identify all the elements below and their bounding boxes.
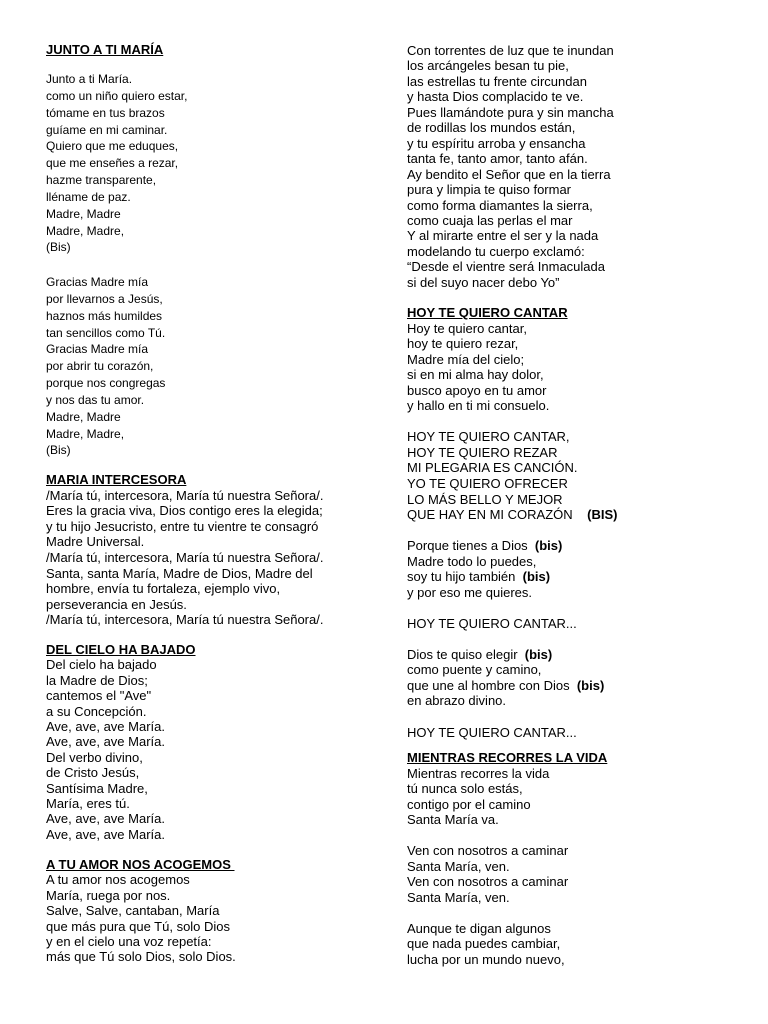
lyric-line: y nos das tu amor.: [46, 392, 145, 407]
lyric-line: Ave, ave, ave María.: [46, 811, 165, 827]
lyric-line: perseverancia en Jesús.: [46, 596, 187, 612]
lyric-line: Madre todo lo puedes,: [407, 553, 537, 569]
lyric-line: /María tú, intercesora, María tú nuestra Señora/.: [46, 549, 324, 565]
song-a-tu-amor-nos-acogemos: [46, 857, 236, 965]
lyric-line: Ay bendito el Señor que en la tierra: [407, 166, 611, 182]
bis-marker: (bis): [524, 646, 553, 662]
lyric-text: Porque tienes a Dios: [407, 538, 535, 554]
bis-marker: (bis): [576, 677, 605, 693]
lyric-line: contigo por el camino: [407, 796, 531, 812]
lyric-line: Ave, ave, ave María.: [46, 826, 165, 842]
lyric-line: y hallo en ti mi consuelo.: [407, 398, 550, 414]
lyric-line: /María tú, intercesora, María tú nuestra Señora/.: [46, 612, 324, 628]
stanza-gap: [407, 523, 617, 539]
stanza-gap: [407, 709, 617, 725]
song-title: MARIA INTERCESORA: [46, 472, 187, 487]
lyric-line: cantemos el "Ave": [46, 688, 152, 704]
lyric-line: en abrazo divino.: [407, 693, 507, 709]
song-mientras-recorres-la-vida: [407, 750, 607, 967]
lyric-line: hombre, envía tu fortaleza, ejemplo vivo,: [46, 581, 281, 597]
lyric-line: Hoy te quiero cantar,: [407, 320, 527, 336]
lyric-line: Ven con nosotros a caminar: [407, 874, 569, 889]
chorus-line: HOY TE QUIERO REZAR: [407, 444, 558, 460]
chorus-line: YO TE QUIERO OFRECER: [407, 475, 568, 491]
stanza-gap: [407, 600, 617, 616]
chorus-line: [407, 507, 617, 523]
bis-marker: (BIS): [587, 507, 618, 523]
lyric-line: Salve, Salve, cantaban, María: [46, 903, 220, 919]
lyric-line: Eres la gracia viva, Dios contigo eres la elegida;: [46, 503, 323, 519]
chorus-line: LO MÁS BELLO Y MEJOR: [407, 491, 563, 507]
lyric-line: guíame en mi caminar.: [46, 122, 168, 137]
lyric-line: si del suyo nacer debo Yo”: [407, 274, 560, 290]
song-title: MIENTRAS RECORRES LA VIDA: [407, 750, 608, 765]
lyric-line: y por eso me quieres.: [407, 584, 533, 600]
lyric-line: Y al mirarte entre el ser y la nada: [407, 228, 599, 244]
lyric-line: lléname de paz.: [46, 189, 131, 204]
lyric-line: tómame en tus brazos: [46, 105, 165, 120]
song-verse: [46, 274, 165, 459]
lyric-line: [407, 538, 617, 554]
lyric-line: “Desde el vientre será Inmaculada: [407, 259, 605, 275]
lyric-line: como cuaja las perlas el mar: [407, 212, 573, 228]
song-title: A TU AMOR NOS ACOGEMOS: [46, 857, 235, 872]
lyric-line: más que Tú solo Dios, solo Dios.: [46, 949, 236, 965]
lyric-line: la Madre de Dios;: [46, 672, 148, 688]
bis-marker: (bis): [522, 569, 551, 585]
lyric-line: A tu amor nos acogemos: [46, 872, 190, 888]
lyric-line: lucha por un mundo nuevo,: [407, 951, 565, 967]
lyric-line: tú nunca solo estás,: [407, 781, 523, 796]
lyric-line: Madre mía del cielo;: [407, 351, 525, 367]
lyric-line: que me enseñes a rezar,: [46, 156, 179, 171]
chorus-line: HOY TE QUIERO CANTAR,: [407, 429, 570, 445]
lyric-line: busco apoyo en tu amor: [407, 382, 547, 398]
lyric-line: por abrir tu corazón,: [46, 359, 154, 374]
lyric-text: Dios te quiso elegir: [407, 646, 525, 662]
lyric-line: /María tú, intercesora, María tú nuestra Señora/.: [46, 487, 324, 503]
lyric-line: tan sencillos como Tú.: [46, 325, 166, 340]
lyric-line: Madre, Madre,: [46, 223, 125, 238]
lyric-line: Aunque te digan algunos: [407, 920, 551, 936]
lyric-line: María, ruega por nos.: [46, 887, 171, 903]
lyric-line: y en el cielo una voz repetía:: [46, 934, 212, 950]
lyric-line: si en mi alma hay dolor,: [407, 367, 544, 383]
stanza-gap: [407, 631, 617, 647]
lyric-line: (Bis): [46, 443, 71, 458]
lyric-text: soy tu hijo también: [407, 569, 523, 585]
song-verse: [46, 71, 187, 256]
stanza-gap: [407, 828, 607, 844]
lyric-line: por llevarnos a Jesús,: [46, 291, 163, 306]
lyric-line: Santísima Madre,: [46, 780, 148, 796]
song-continuation: [407, 43, 614, 290]
chorus-line: MI PLEGARIA ES CANCIÓN.: [407, 460, 578, 476]
lyric-line: como un niño quiero estar,: [46, 88, 188, 103]
song-title: DEL CIELO HA BAJADO: [46, 642, 196, 657]
lyric-line: haznos más humildes: [46, 308, 163, 323]
lyric-line: las estrellas tu frente circundan: [407, 73, 587, 89]
lyric-line: Madre, Madre: [46, 409, 121, 424]
song-del-cielo-ha-bajado: [46, 642, 196, 842]
lyric-line: Madre, Madre,: [46, 426, 125, 441]
lyric-line: Del verbo divino,: [46, 749, 143, 765]
lyric-line: pura y limpia te quiso formar: [407, 182, 572, 198]
lyric-line: Quiero que me eduques,: [46, 139, 179, 154]
song-title: JUNTO A TI MARÍA: [46, 42, 164, 57]
lyric-line: de Cristo Jesús,: [46, 765, 140, 781]
lyric-line: (Bis): [46, 240, 71, 255]
refrain-line: HOY TE QUIERO CANTAR...: [407, 615, 577, 631]
lyric-line: porque nos congregas: [46, 376, 166, 391]
refrain-line: HOY TE QUIERO CANTAR...: [407, 724, 577, 740]
lyric-line: como puente y camino,: [407, 662, 542, 678]
lyric-line: tanta fe, tanto amor, tanto afán.: [407, 151, 588, 167]
lyric-line: Ven con nosotros a caminar: [407, 843, 569, 858]
lyric-line: que más pura que Tú, solo Dios: [46, 918, 231, 934]
lyric-line: Santa María va.: [407, 812, 499, 827]
lyric-text: QUE HAY EN MI CORAZÓN: [407, 507, 588, 523]
lyric-line: y hasta Dios complacido te ve.: [407, 89, 584, 105]
lyric-line: [407, 647, 617, 663]
lyric-line: Ave, ave, ave María.: [46, 734, 165, 750]
lyric-line: Pues llamándote pura y sin mancha: [407, 104, 614, 120]
lyric-line: Ave, ave, ave María.: [46, 719, 165, 735]
lyric-line: Madre Universal.: [46, 534, 145, 550]
lyric-line: y tu espíritu arroba y ensancha: [407, 135, 586, 151]
lyric-line: los arcángeles besan tu pie,: [407, 58, 569, 74]
lyric-line: Con torrentes de luz que te inundan: [407, 43, 614, 58]
lyric-line: [407, 569, 617, 585]
lyric-line: Gracias Madre mía: [46, 342, 149, 357]
song-title: HOY TE QUIERO CANTAR: [407, 305, 568, 320]
lyric-line: Mientras recorres la vida: [407, 765, 550, 781]
bis-marker: (bis): [534, 538, 563, 554]
stanza-gap: [407, 414, 617, 430]
lyric-line: de rodillas los mundos están,: [407, 120, 576, 136]
lyric-text: que une al hombre con Dios: [407, 677, 577, 693]
lyric-line: como forma diamantes la sierra,: [407, 197, 593, 213]
lyric-line: modelando tu cuerpo exclamó:: [407, 243, 585, 259]
lyric-line: María, eres tú.: [46, 796, 130, 812]
lyric-line: a su Concepción.: [46, 703, 147, 719]
lyric-line: hazme transparente,: [46, 173, 157, 188]
stanza-gap: [407, 905, 607, 921]
lyric-line: Del cielo ha bajado: [46, 657, 157, 673]
lyric-line: hoy te quiero rezar,: [407, 336, 519, 352]
lyric-line: [407, 678, 617, 694]
lyric-line: que nada puedes cambiar,: [407, 936, 561, 951]
song-hoy-te-quiero-cantar: [407, 305, 617, 740]
lyric-line: Gracias Madre mía: [46, 275, 149, 289]
lyric-line: Santa María, ven.: [407, 858, 510, 874]
lyric-line: y tu hijo Jesucristo, entre tu vientre te consagró: [46, 518, 319, 534]
lyric-line: Junto a ti María.: [46, 72, 133, 86]
song-maria-intercesora: [46, 472, 323, 628]
lyric-line: Madre, Madre: [46, 206, 121, 221]
lyric-line: Santa María, ven.: [407, 889, 510, 905]
lyric-line: Santa, santa María, Madre de Dios, Madre del: [46, 565, 313, 581]
